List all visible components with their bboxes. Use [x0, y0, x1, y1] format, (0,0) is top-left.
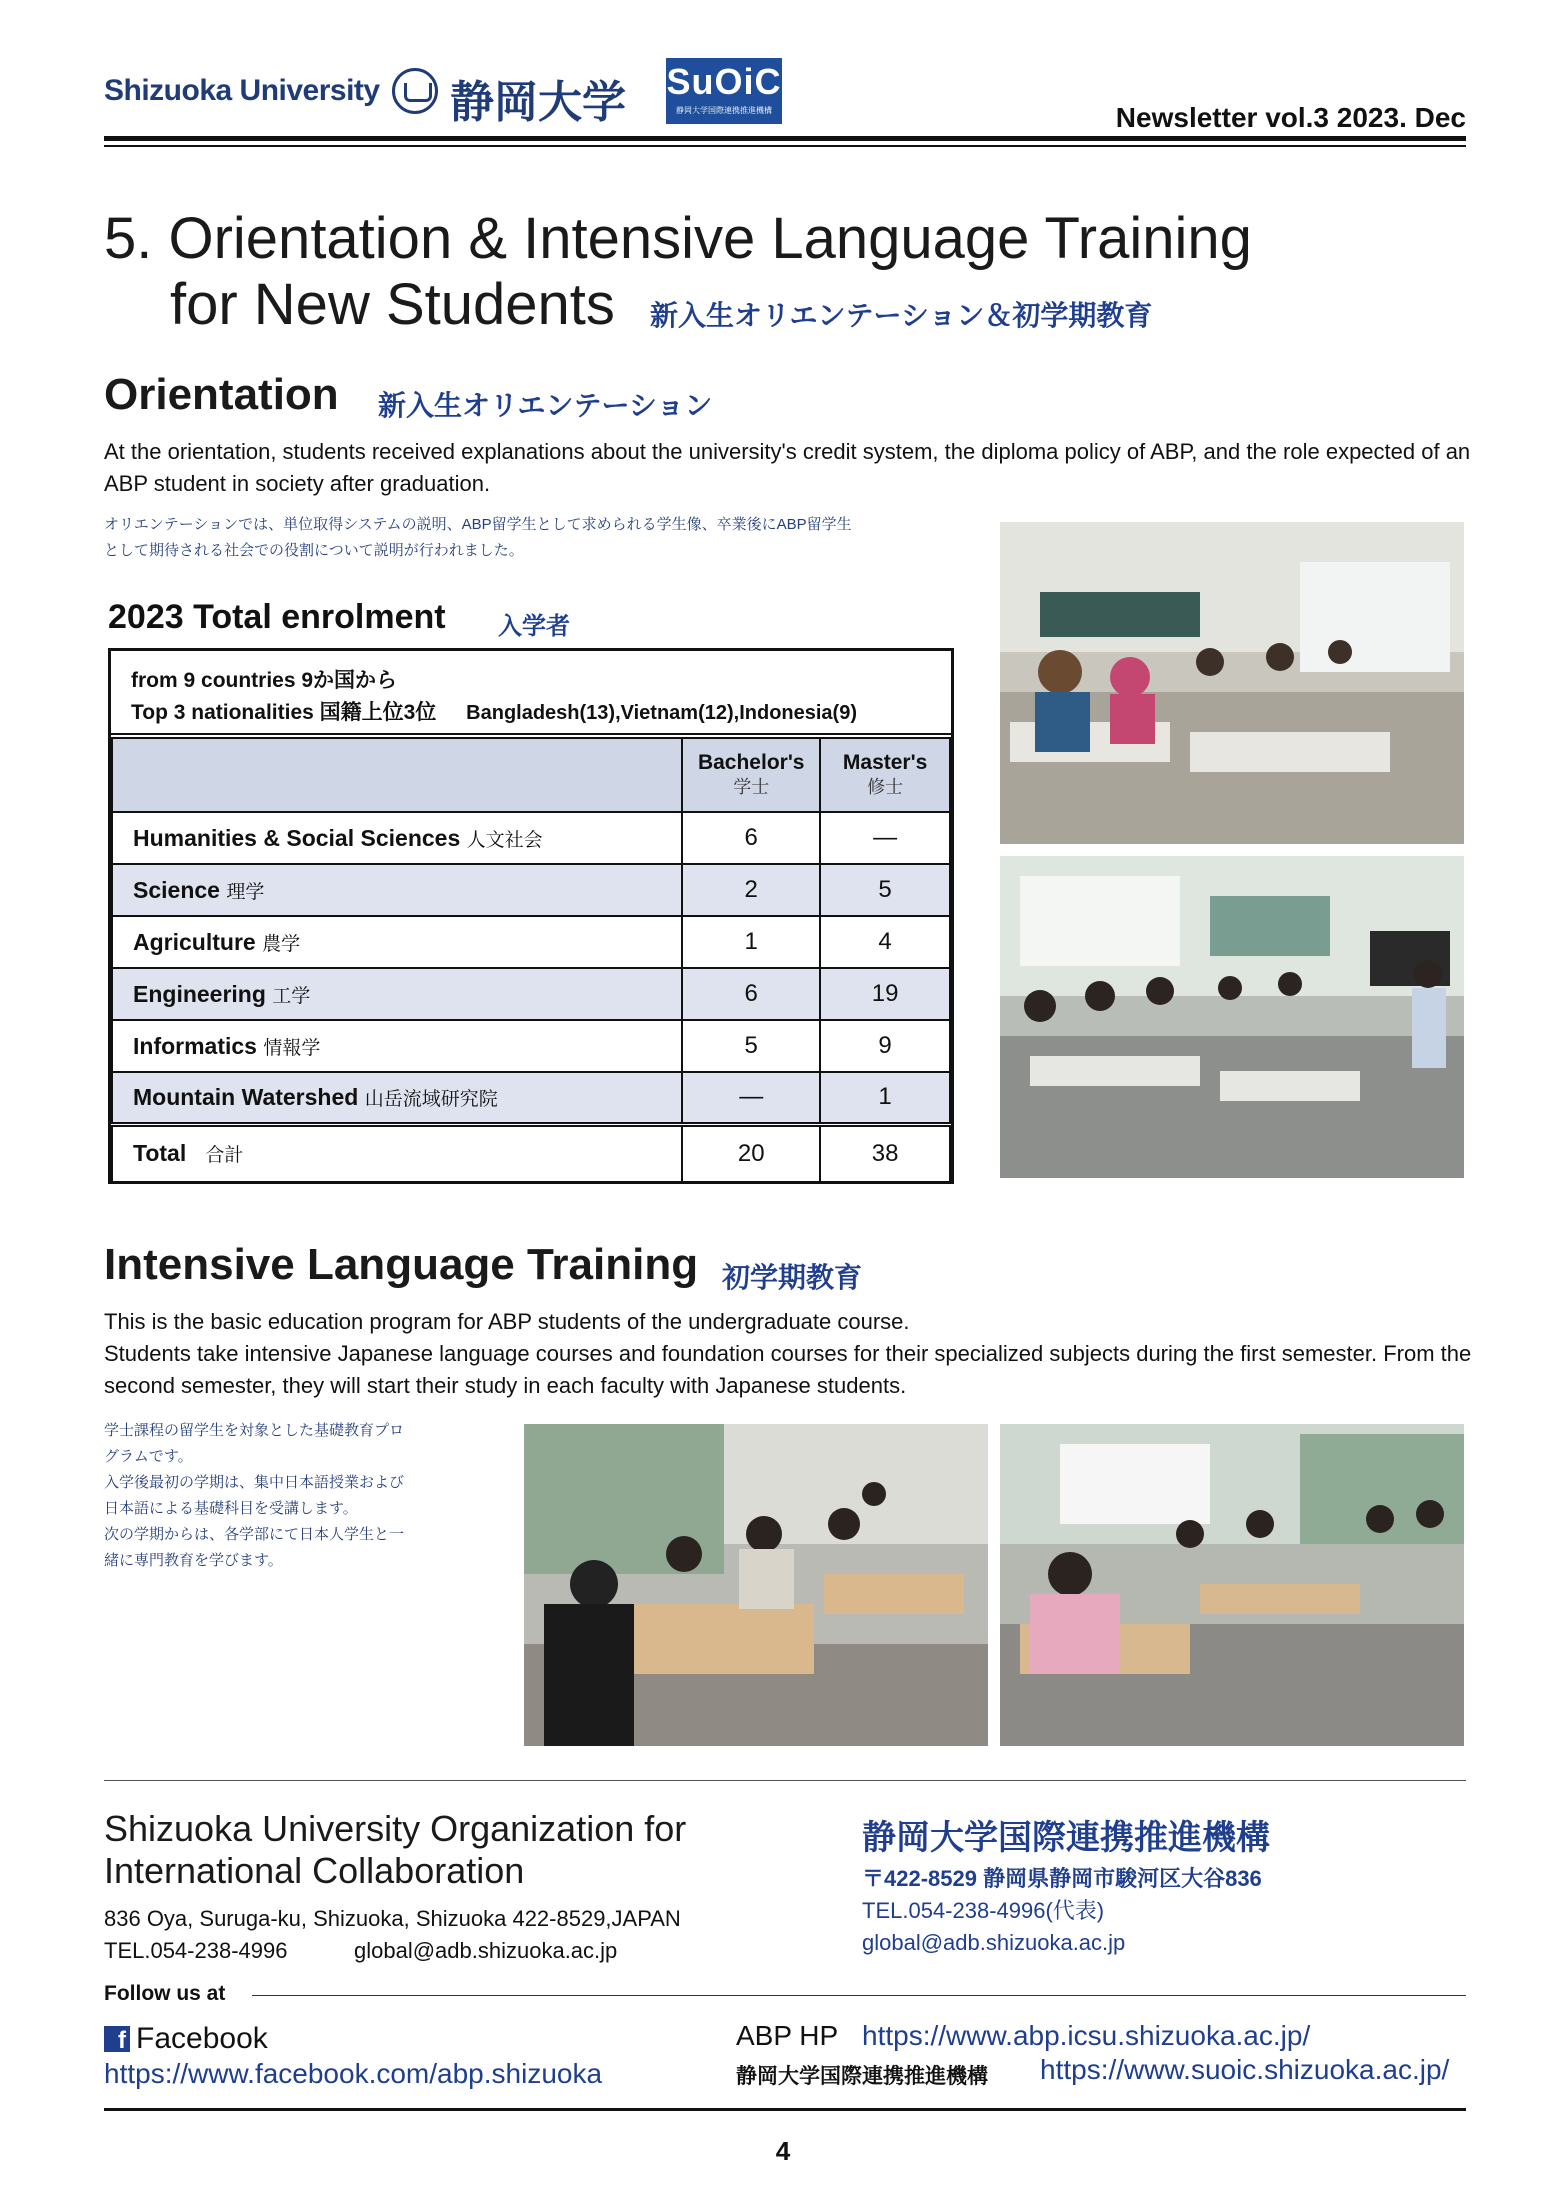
table-total-row	[112, 1124, 950, 1182]
top-nationalities	[131, 697, 951, 729]
countries-text: from 9 countries 9か国から	[131, 669, 398, 692]
top3-values: Bangladesh(13),Vietnam(12),Indonesia(9)	[466, 702, 857, 724]
facebook-link[interactable]: https://www.facebook.com/abp.shizuoka	[104, 2058, 603, 2089]
language-body-jp-line: 学士課程の留学生を対象とした基礎教育プロ	[104, 1422, 405, 1439]
orientation-heading-jp: 新入生オリエンテーション	[378, 390, 713, 421]
language-body-en-2: Students take intensive Japanese language courses and foundation courses for their specialized subjects during the first semester. From the second semester, they will start their study in each faculty with Japanese students.	[104, 1341, 1472, 1398]
language-body-jp	[104, 1418, 404, 1574]
top3-label: Top 3 nationalities 国籍上位3位	[131, 701, 437, 724]
master-count: —	[820, 812, 950, 864]
enrolment-table	[108, 648, 954, 1184]
bachelor-count: —	[682, 1072, 820, 1124]
abp-hp-link[interactable]: https://www.abp.icsu.shizuoka.ac.jp/	[862, 2020, 1311, 2051]
bachelor-total: 20	[682, 1124, 820, 1182]
master-count: 4	[820, 916, 950, 968]
row-faculty	[112, 968, 682, 1020]
row-faculty	[112, 864, 682, 916]
faculty-name-jp: 山岳流域研究院	[364, 1088, 498, 1110]
suoic-hp-label: 静岡大学国際連携推進機構	[736, 2065, 988, 2088]
orientation-heading: Orientation	[104, 370, 339, 419]
orientation-body-jp-1: オリエンテーションでは、単位取得システムの説明、ABP留学生として求められる学生像、卒業後にABP留学生	[104, 516, 852, 533]
row-total	[112, 1124, 682, 1182]
section-title-line1: 5. Orientation & Intensive Language Training	[104, 206, 1252, 271]
faculty-name-jp: 理学	[226, 881, 265, 903]
bachelor-count: 6	[682, 968, 820, 1020]
faculty-name-jp: 工学	[272, 985, 311, 1007]
header-blank-cell	[112, 738, 682, 812]
follow-rule	[252, 1995, 1466, 1996]
page-number: 4	[775, 2136, 791, 2166]
enrolment-grid	[111, 737, 951, 1183]
org-tel: TEL.054-238-4996	[104, 1938, 288, 1963]
org-name-jp: 静岡大学国際連携推進機構	[862, 1819, 1270, 1857]
row-faculty	[112, 1020, 682, 1072]
row-faculty	[112, 812, 682, 864]
org-name-en-2: International Collaboration	[104, 1850, 525, 1891]
master-count: 5	[820, 864, 950, 916]
logo-text-en: Shizuoka University	[104, 74, 380, 107]
abp-hp-label: ABP HP	[736, 2020, 839, 2051]
col-bachelor-label-jp: 学士	[733, 777, 770, 797]
suoic-logo-subtext: 静岡大学国際連携推進機構	[676, 106, 772, 115]
faculty-name-jp: 情報学	[263, 1037, 321, 1059]
suoic-logo	[666, 58, 782, 124]
org-email-jp[interactable]: global@adb.shizuoka.ac.jp	[862, 1930, 1126, 1955]
language-body-en-1: This is the basic education program for ABP students of the undergraduate course.	[104, 1309, 910, 1334]
footer-rule-top	[104, 1780, 1466, 1781]
faculty-name: Mountain Watershed	[133, 1083, 359, 1110]
org-email[interactable]: global@adb.shizuoka.ac.jp	[354, 1938, 618, 1963]
faculty-name-jp: 人文社会	[466, 829, 543, 851]
logo-text-jp: 静岡大学	[450, 78, 626, 127]
table-row	[112, 968, 950, 1020]
follow-label: Follow us at	[104, 1982, 226, 2005]
faculty-name: Informatics	[133, 1032, 257, 1059]
section-title-jp: 新入生オリエンテーション＆初学期教育	[650, 300, 1153, 331]
orientation-photo-1	[1000, 522, 1464, 844]
total-label-jp: 合計	[205, 1145, 244, 1167]
master-count: 19	[820, 968, 950, 1020]
enrolment-heading: 2023 Total enrolment	[108, 598, 446, 636]
col-header-bachelor	[682, 738, 820, 812]
row-faculty	[112, 916, 682, 968]
facebook-label[interactable]: Facebook	[136, 2022, 268, 2055]
bachelor-count: 1	[682, 916, 820, 968]
suoic-logo-text: SuOiC	[666, 61, 782, 102]
table-row	[112, 1072, 950, 1124]
newsletter-issue: Newsletter vol.3 2023. Dec	[1115, 102, 1466, 133]
orientation-photo-2	[1000, 856, 1464, 1178]
language-photo-1	[524, 1424, 988, 1746]
col-header-master	[820, 738, 950, 812]
org-address: 836 Oya, Suruga-ku, Shizuoka, Shizuoka 422-8529,JAPAN	[104, 1906, 681, 1931]
table-row	[112, 812, 950, 864]
footer-rule-bottom	[104, 2108, 1466, 2111]
master-count: 9	[820, 1020, 950, 1072]
master-total: 38	[820, 1124, 950, 1182]
orientation-body-en: At the orientation, students received explanations about the university's credit system, the diploma policy of ABP, and the role expected of an ABP student in society after graduation.	[104, 439, 1471, 496]
col-bachelor-label: Bachelor's	[697, 751, 805, 774]
faculty-name-jp: 農学	[262, 933, 301, 955]
language-heading: Intensive Language Training	[104, 1240, 699, 1289]
org-name-en-1: Shizuoka University Organization for	[104, 1808, 687, 1849]
master-count: 1	[820, 1072, 950, 1124]
header-rule	[104, 136, 1466, 141]
language-body-jp-line: 緒に専門教育を学びます。	[104, 1552, 283, 1569]
language-body-jp-line: 次の学期からは、各学部にて日本人学生と一	[104, 1526, 405, 1543]
bachelor-count: 6	[682, 812, 820, 864]
orientation-body-jp-2: として期待される社会での役割について説明が行われました。	[104, 542, 524, 559]
table-header-row	[112, 738, 950, 812]
suoic-hp-link[interactable]: https://www.suoic.shizuoka.ac.jp/	[1040, 2054, 1450, 2085]
faculty-name: Science	[133, 876, 220, 903]
section-title-line2: for New Students	[170, 272, 615, 337]
table-row	[112, 916, 950, 968]
facebook-icon[interactable]: f	[104, 2026, 130, 2052]
language-photo-2	[1000, 1424, 1464, 1746]
faculty-name: Agriculture	[133, 928, 256, 955]
enrolment-summary	[111, 651, 951, 735]
row-faculty	[112, 1072, 682, 1124]
faculty-name: Humanities & Social Sciences	[133, 824, 461, 851]
bachelor-count: 2	[682, 864, 820, 916]
language-body-jp-line: 入学後最初の学期は、集中日本語授業および	[104, 1474, 405, 1491]
language-body-jp-line: グラムです。	[104, 1448, 193, 1465]
org-address-jp: 〒422-8529 静岡県静岡市駿河区大谷836	[862, 1866, 1262, 1891]
language-heading-jp: 初学期教育	[722, 1262, 863, 1293]
total-label: Total	[133, 1140, 187, 1167]
table-row	[112, 1020, 950, 1072]
enrolment-heading-jp: 入学者	[498, 613, 570, 640]
table-row	[112, 864, 950, 916]
org-tel-jp: TEL.054-238-4996(代表)	[862, 1898, 1105, 1923]
language-body-jp-line: 日本語による基礎科目を受講します。	[104, 1500, 358, 1517]
col-master-label-jp: 修士	[867, 777, 904, 797]
university-seal-icon	[392, 68, 438, 114]
header-rule-thin	[104, 145, 1466, 147]
col-master-label: Master's	[842, 751, 928, 774]
faculty-name: Engineering	[133, 980, 266, 1007]
bachelor-count: 5	[682, 1020, 820, 1072]
